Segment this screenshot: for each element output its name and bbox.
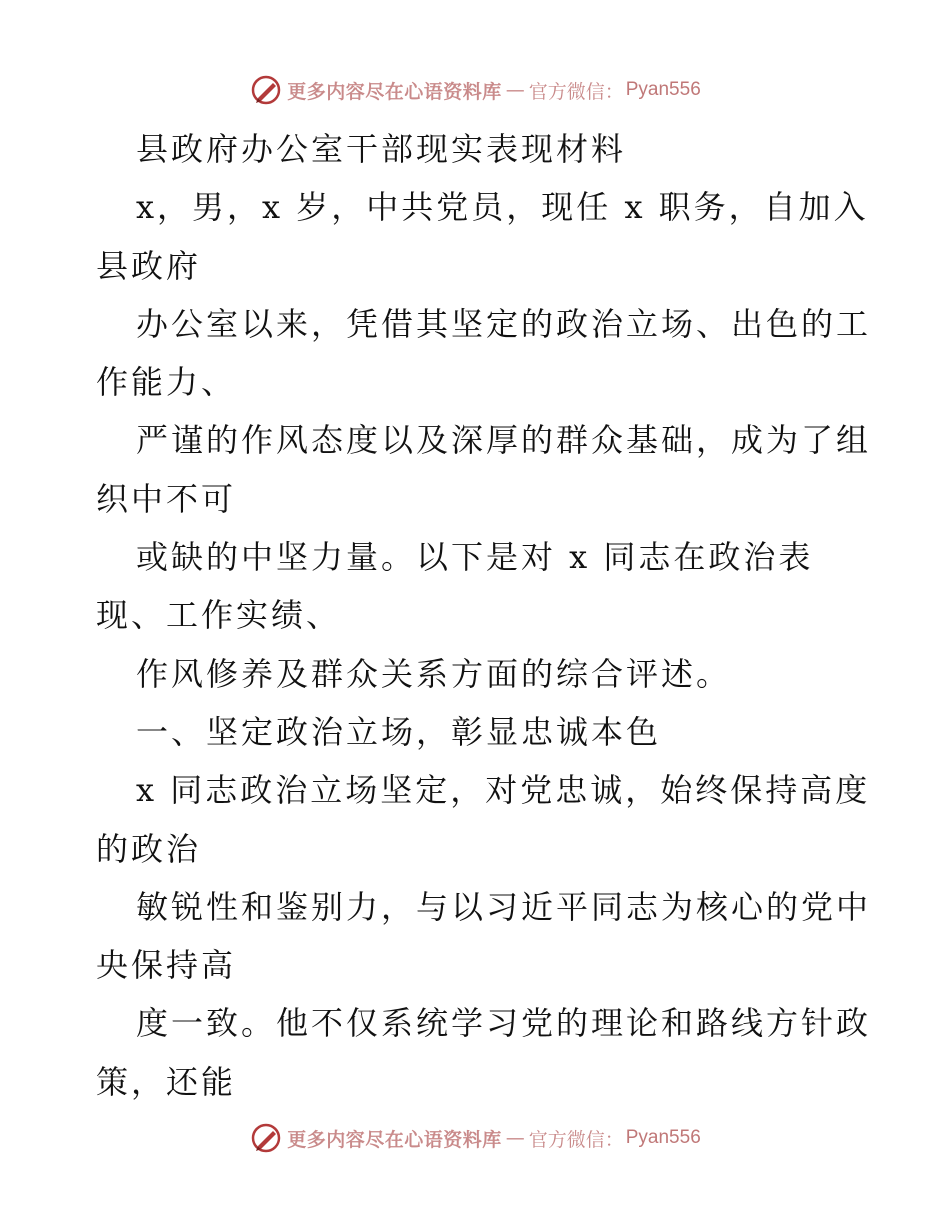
watermark-separator: —	[505, 1127, 525, 1149]
document-line: 现、工作实绩、	[96, 596, 342, 635]
document-line: 一、坚定政治立场，彰显忠诚本色	[136, 712, 662, 751]
document-line: 县政府	[96, 246, 202, 285]
pen-logo-icon	[249, 73, 283, 107]
document-line: 作风修养及群众关系方面的综合评述。	[136, 654, 732, 693]
document-line: x，男，x 岁，中共党员，现任 x 职务，自加入	[136, 188, 869, 227]
pen-logo-icon	[249, 1121, 283, 1155]
document-line: x 同志政治立场坚定，对党忠诚，始终保持高度	[136, 771, 871, 810]
watermark-wechat-id: Pyan556	[625, 79, 701, 100]
document-line: 央保持高	[96, 946, 237, 985]
watermark-wechat-label: 官方微信：	[528, 80, 624, 103]
watermark-text: 更多内容尽在心语资料库	[287, 80, 502, 103]
document-line: 策，还能	[96, 1062, 237, 1101]
document-line: 敏锐性和鉴别力，与以习近平同志为核心的党中	[136, 887, 872, 926]
watermark-wechat-label: 官方微信：	[528, 1128, 624, 1151]
watermark-banner-bottom	[0, 1118, 950, 1158]
watermark-text: 更多内容尽在心语资料库	[287, 1128, 502, 1151]
document-line: 严谨的作风态度以及深厚的群众基础，成为了组	[136, 421, 872, 460]
document-line: 县政府办公室干部现实表现材料	[136, 130, 627, 168]
document-line: 或缺的中坚力量。以下是对 x 同志在政治表	[136, 538, 814, 577]
document-line: 办公室以来，凭借其坚定的政治立场、出色的工	[136, 304, 872, 343]
document-body	[96, 120, 872, 1111]
document-line: 作能力、	[96, 363, 237, 402]
document-line: 度一致。他不仅系统学习党的理论和路线方针政	[136, 1004, 872, 1043]
watermark-banner-top	[0, 70, 950, 110]
watermark-wechat-id: Pyan556	[625, 1127, 701, 1148]
watermark-separator: —	[505, 79, 525, 101]
document-line: 的政治	[96, 829, 202, 868]
document-line: 织中不可	[96, 479, 237, 518]
